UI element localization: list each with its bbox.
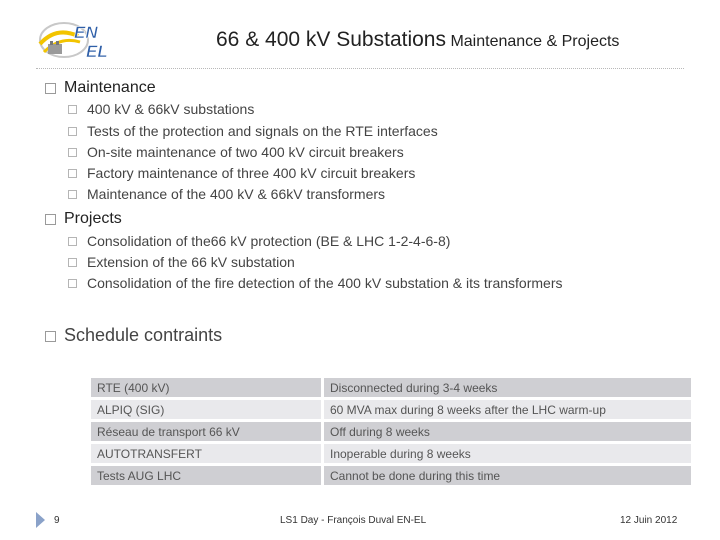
list-item: Consolidation of the fire detection of the 400 kV substation & its transformers: [87, 275, 563, 291]
section-heading-schedule: Schedule contraints: [64, 325, 223, 345]
table-cell-detail: Cannot be done during this time: [324, 466, 691, 485]
table-cell-constraint: RTE (400 kV): [91, 378, 321, 397]
table-row: [91, 400, 691, 419]
table-row: [91, 378, 691, 397]
list-item: 400 kV & 66kV substations: [87, 101, 255, 117]
bullet-icon: [68, 279, 77, 288]
bullet-icon: [68, 148, 77, 157]
page-number: 9: [54, 515, 60, 526]
list-item: On-site maintenance of two 400 kV circuit breakers: [87, 144, 404, 160]
list-item: Maintenance of the 400 kV & 66kV transformers: [87, 186, 386, 202]
list-item: Extension of the 66 kV substation: [87, 254, 295, 270]
bullet-icon: [68, 237, 77, 246]
table-row: [91, 466, 691, 485]
table-cell-constraint: Tests AUG LHC: [91, 466, 321, 485]
section-heading-projects: Projects: [64, 210, 122, 227]
table-cell-constraint: Réseau de transport 66 kV: [91, 422, 321, 441]
table-cell-detail: Inoperable during 8 weeks: [324, 444, 691, 463]
bullet-icon: [68, 190, 77, 199]
footer-center-text: LS1 Day - François Duval EN-EL: [280, 515, 427, 526]
table-row: [91, 422, 691, 441]
title-divider: [36, 68, 684, 69]
en-el-logo: [34, 14, 122, 66]
logo-text-en: EN: [74, 23, 98, 42]
bullet-icon: [68, 127, 77, 136]
logo-text-el: EL: [86, 42, 108, 61]
table-cell-detail: Off during 8 weeks: [324, 422, 691, 441]
footer-date: 12 Juin 2012: [620, 515, 678, 526]
bullet-icon: [68, 258, 77, 267]
list-item: Consolidation of the66 kV protection (BE & LHC 1-2-4-6-8): [87, 233, 451, 249]
table-row: [91, 444, 691, 463]
bullet-icon: [68, 169, 77, 178]
bullet-icon: [45, 331, 56, 342]
title-sub: Maintenance & Projects: [450, 33, 620, 50]
bullet-icon: [45, 214, 56, 225]
table-cell-constraint: ALPIQ (SIG): [91, 400, 321, 419]
table-cell-detail: Disconnected during 3-4 weeks: [324, 378, 691, 397]
list-item: Tests of the protection and signals on the RTE interfaces: [87, 123, 438, 139]
schedule-table: [88, 375, 694, 488]
table-cell-detail: 60 MVA max during 8 weeks after the LHC warm-up: [324, 400, 691, 419]
section-heading-maintenance: Maintenance: [64, 79, 156, 96]
slide-title: [216, 28, 619, 52]
table-cell-constraint: AUTOTRANSFERT: [91, 444, 321, 463]
footer-arrow-icon: [36, 512, 45, 528]
list-item: Factory maintenance of three 400 kV circuit breakers: [87, 165, 416, 181]
bullet-icon: [45, 83, 56, 94]
title-main: 66 & 400 kV Substations: [216, 28, 446, 51]
bullet-icon: [68, 105, 77, 114]
